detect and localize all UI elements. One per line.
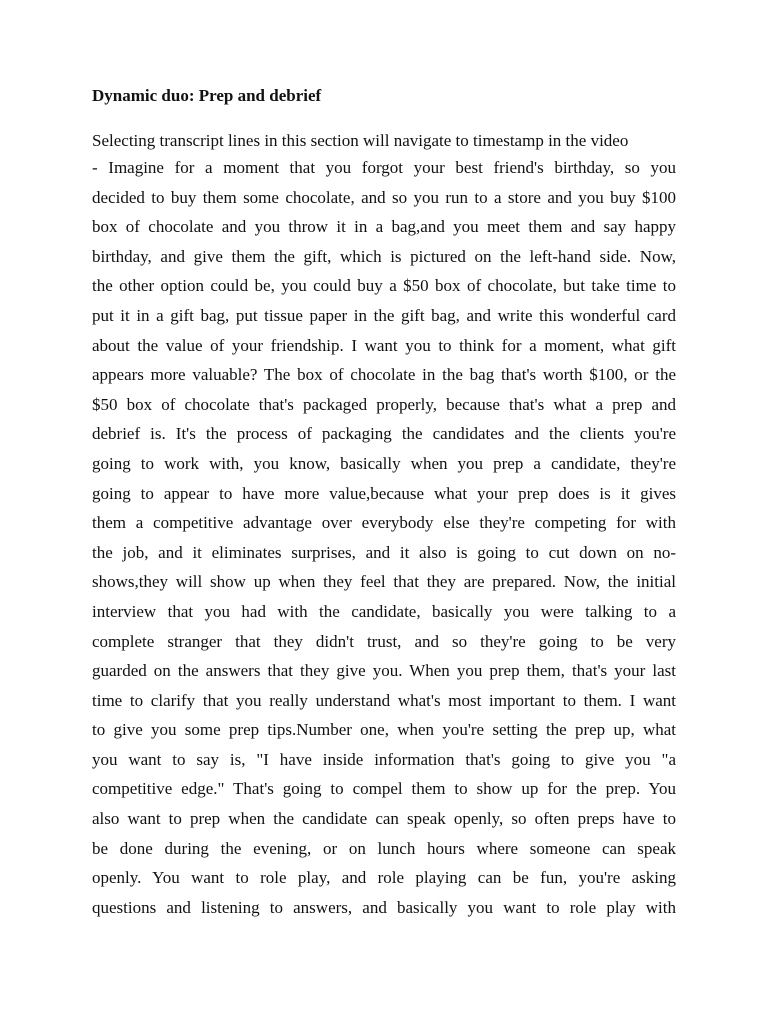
transcript-line[interactable]: - Imagine for a moment that you forgot your best friend's birthday, so you [92,158,676,177]
transcript-line[interactable]: questions and listening to answers, and basically you want to role play with [92,897,676,917]
transcript-line[interactable]: the job, and it eliminates surprises, and it also is going to cut down on no- [92,542,676,562]
transcript-line[interactable]: time to clarify that you really understand what's most important to them. I want [92,690,676,710]
transcript-line[interactable]: decided to buy them some chocolate, and so you run to a store and you buy $100 [92,187,676,207]
transcript-line[interactable]: shows,they will show up when they feel that they are prepared. Now, the initial [92,572,676,592]
transcript-line[interactable]: going to appear to have more value,because what your prep does is it gives [92,483,676,503]
transcript-line[interactable]: competitive edge." That's going to compel them to show up for the prep. You [92,779,676,799]
transcript-line[interactable]: them a competitive advantage over everybody else they're competing for with [92,513,676,533]
transcript-line[interactable]: interview that you had with the candidate, basically you were talking to a [92,601,676,621]
transcript-line[interactable]: debrief is. It's the process of packaging the candidates and the clients you're [92,424,676,444]
transcript-line[interactable]: box of chocolate and you throw it in a bag,and you meet them and say happy [92,217,676,237]
transcript-line[interactable]: going to work with, you know, basically when you prep a candidate, they're [92,453,676,473]
document-title: Dynamic duo: Prep and debrief [92,86,322,105]
transcript-line[interactable]: the other option could be, you could buy a $50 box of chocolate, but take time to [92,276,676,296]
transcript-line[interactable]: you want to say is, "I have inside information that's going to give you "a [92,749,676,769]
transcript-line[interactable]: $50 box of chocolate that's packaged properly, because that's what a prep and [92,394,676,414]
transcript-line[interactable]: guarded on the answers that they give you. When you prep them, that's your last [92,661,676,681]
transcript-line[interactable]: also want to prep when the candidate can speak openly, so often preps have to [92,809,676,829]
transcript-line[interactable]: put it in a gift bag, put tissue paper in the gift bag, and write this wonderful card [92,305,676,325]
transcript-line[interactable]: about the value of your friendship. I want you to think for a moment, what gift [92,335,676,355]
transcript-line[interactable]: openly. You want to role play, and role playing can be fun, you're asking [92,868,676,888]
transcript-line[interactable]: be done during the evening, or on lunch hours where someone can speak [92,838,676,858]
transcript-line[interactable]: birthday, and give them the gift, which is pictured on the left-hand side. Now, [92,246,676,266]
transcript-line[interactable]: appears more valuable? The box of chocolate in the bag that's worth $100, or the [92,365,676,385]
transcript-line[interactable]: to give you some prep tips.Number one, when you're setting the prep up, what [92,720,676,740]
transcript-body [92,153,676,922]
document-page [92,84,676,922]
transcript-navigation-note: Selecting transcript lines in this section will navigate to timestamp in the video [92,131,629,150]
transcript-line[interactable]: complete stranger that they didn't trust, and so they're going to be very [92,631,676,651]
